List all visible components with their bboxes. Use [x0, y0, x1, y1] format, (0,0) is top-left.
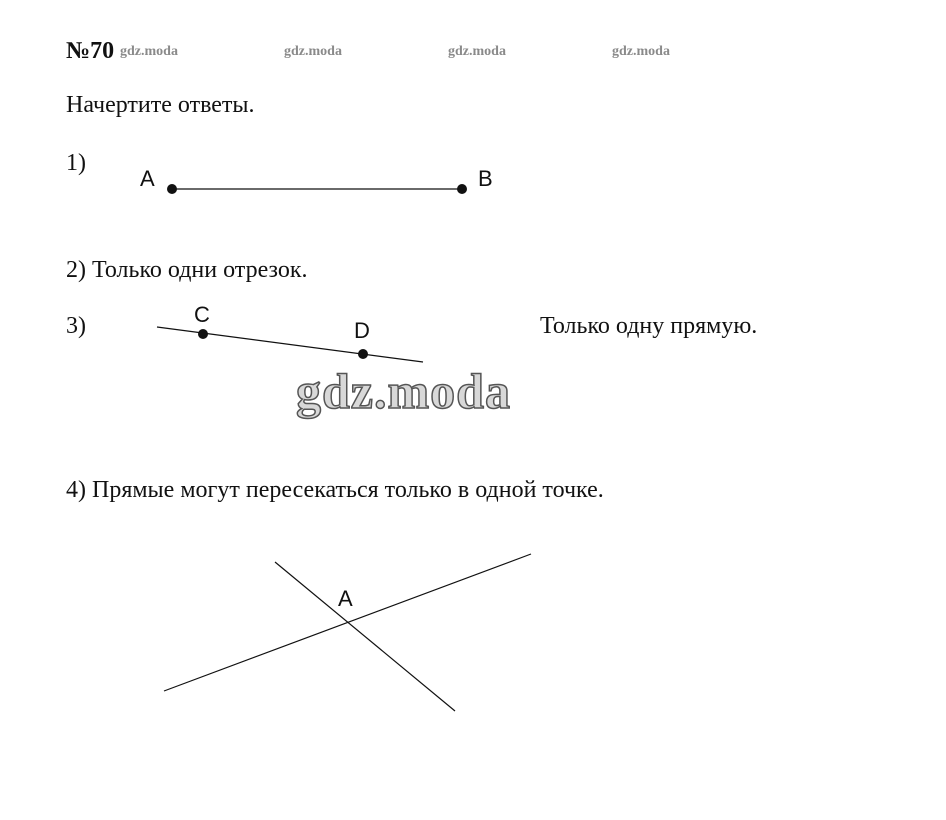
item-3-marker: 3) — [66, 313, 86, 339]
line-2 — [275, 562, 455, 711]
point-a — [167, 184, 177, 194]
point-b-label: B — [478, 166, 493, 191]
task-heading: Начертите ответы. — [66, 92, 255, 118]
watermark-main: gdz.moda — [296, 363, 511, 419]
exercise-number: №70 — [66, 38, 115, 64]
point-c — [198, 329, 208, 339]
item-2-marker: 2) — [66, 257, 86, 283]
point-d — [358, 349, 368, 359]
intersection-a-label: A — [338, 586, 353, 611]
item-3-statement: Только одну прямую. — [540, 313, 758, 339]
item-2-statement: Только одни отрезок. — [92, 257, 308, 283]
watermark-4: gdz.moda — [612, 44, 670, 59]
line-cd — [157, 327, 423, 362]
item-1-marker: 1) — [66, 150, 86, 176]
point-c-label: C — [194, 302, 210, 327]
point-d-label: D — [354, 318, 370, 343]
watermark-1: gdz.moda — [120, 44, 178, 59]
item-4-statement: Прямые могут пересекаться только в одной точке. — [92, 477, 604, 503]
point-a-label: A — [140, 166, 155, 191]
point-b — [457, 184, 467, 194]
watermark-3: gdz.moda — [448, 44, 506, 59]
watermark-2: gdz.moda — [284, 44, 342, 59]
item-4-marker: 4) — [66, 477, 86, 503]
